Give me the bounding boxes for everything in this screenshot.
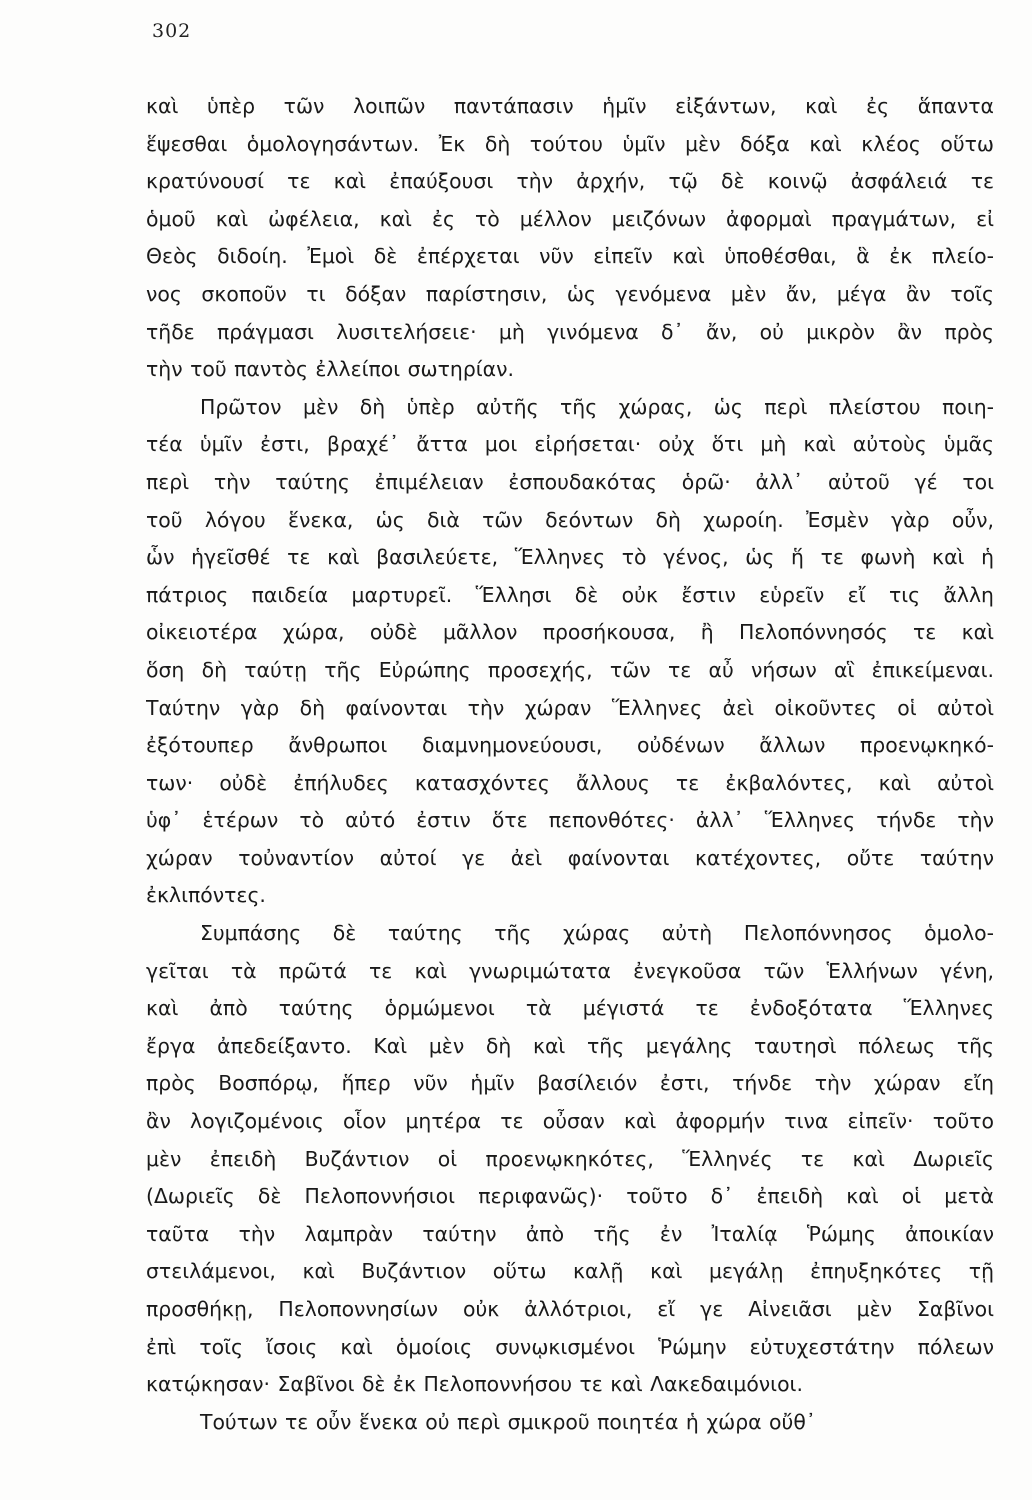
text-line: ἐκλιπόντες. xyxy=(146,883,266,908)
text-line: τοῦ λόγου ἕνεκα, ὡς διὰ τῶν δεόντων δὴ χωροίη. Ἐσμὲν γὰρ οὖν, xyxy=(146,507,994,532)
text-line: ταῦτα τὴν λαμπρὰν ταύτην ἀπὸ τῆς ἐν Ἰταλίᾳ Ῥώμης ἀποικίαν xyxy=(146,1221,994,1246)
text-line: Ταύτην γὰρ δὴ φαίνονται τὴν χώραν Ἕλληνες ἀεὶ οἰκοῦντες οἱ αὐτοὶ xyxy=(146,695,994,720)
text-line: καὶ ὑπὲρ τῶν λοιπῶν παντάπασιν ἡμῖν εἰξάντων, καὶ ἐς ἅπαντα xyxy=(146,94,994,118)
text-line: προσθήκῃ, Πελοποννησίων οὐκ ἀλλότριοι, εἴ γε Αἰνειᾶσι μὲν Σαβῖνοι xyxy=(146,1297,994,1321)
text-line: ὑφ᾽ ἑτέρων τὸ αὐτό ἐστιν ὅτε πεπονθότες· ἀλλ᾽ Ἕλληνες τήνδε τὴν xyxy=(146,808,994,833)
body-text xyxy=(146,88,994,1441)
page-number: 302 xyxy=(152,20,192,42)
text-line: κρατύνουσί τε καὶ ἐπαύξουσι τὴν ἀρχήν, τῷ δὲ κοινῷ ἀσφάλειά τε xyxy=(146,169,994,194)
text-line: ὁμοῦ καὶ ὠφέλεια, καὶ ἐς τὸ μέλλον μειζόνων ἀφορμαὶ πραγμάτων, εἰ xyxy=(146,206,994,231)
text-line: καὶ ἀπὸ ταύτης ὁρμώμενοι τὰ μέγιστά τε ἐνδοξότατα Ἕλληνες xyxy=(146,996,994,1021)
text-line: μὲν ἐπειδὴ Βυζάντιον οἱ προενῳκηκότες, Ἕλληνές τε καὶ Δωριεῖς xyxy=(146,1146,994,1171)
text-line: ὧν ἡγεῖσθέ τε καὶ βασιλεύετε, Ἕλληνες τὸ γένος, ὡς ἥ τε φωνὴ καὶ ἡ xyxy=(146,545,994,570)
text-line: στειλάμενοι, καὶ Βυζάντιον οὕτω καλῇ καὶ μεγάλῃ ἐπηυξηκότες τῇ xyxy=(146,1259,994,1284)
text-line: ἕψεσθαι ὁμολογησάντων. Ἐκ δὴ τούτου ὑμῖν μὲν δόξα καὶ κλέος οὕτω xyxy=(146,131,994,156)
paragraph-first-line: Συμπάσης δὲ ταύτης τῆς χώρας αὐτὴ Πελοπόννησος ὁμολο- xyxy=(200,921,994,946)
text-line: χώραν τοὐναντίον αὐτοί γε ἀεὶ φαίνονται κατέχοντες, οὔτε ταύτην xyxy=(146,845,994,870)
paragraph-first-line: Τούτων τε οὖν ἕνεκα οὐ περὶ σμικροῦ ποιητέα ἡ χώρα οὔθ᾽ xyxy=(200,1409,817,1434)
text-line: ἐξότουπερ ἄνθρωποι διαμνημονεύουσι, οὐδένων ἄλλων προενῳκηκό- xyxy=(146,733,994,758)
text-line: Θεὸς διδοίη. Ἐμοὶ δὲ ἐπέρχεται νῦν εἰπεῖν καὶ ὑποθέσθαι, ἃ ἐκ πλείο- xyxy=(146,244,994,269)
text-line: πάτριος παιδεία μαρτυρεῖ. Ἕλλησι δὲ οὐκ ἔστιν εὑρεῖν εἴ τις ἄλλη xyxy=(146,582,994,607)
text-line: κατῴκησαν· Σαβῖνοι δὲ ἐκ Πελοποννήσου τε καὶ Λακεδαιμόνιοι. xyxy=(146,1372,803,1397)
text-line: των· οὐδὲ ἐπήλυδες κατασχόντες ἄλλους τε ἐκβαλόντες, καὶ αὐτοὶ xyxy=(146,770,994,795)
text-line: οἰκειοτέρα χώρα, οὐδὲ μᾶλλον προσήκουσα, ἢ Πελοπόννησός τε καὶ xyxy=(146,620,994,645)
text-line: ὅση δὴ ταύτῃ τῆς Εὐρώπης προσεχής, τῶν τε αὖ νήσων αἳ ἐπικείμεναι. xyxy=(146,657,994,682)
text-line: τῆδε πράγμασι λυσιτελήσειε· μὴ γινόμενα δ᾽ ἄν, οὐ μικρὸν ἂν πρὸς xyxy=(146,319,994,344)
paragraph-first-line: Πρῶτον μὲν δὴ ὑπὲρ αὐτῆς τῆς χώρας, ὡς περὶ πλείστου ποιη- xyxy=(200,394,994,419)
text-line: ἐπὶ τοῖς ἴσοις καὶ ὁμοίοις συνῳκισμένοι Ῥώμην εὐτυχεστάτην πόλεων xyxy=(146,1334,994,1359)
text-line: γεῖται τὰ πρῶτά τε καὶ γνωριμώτατα ἐνεγκοῦσα τῶν Ἑλλήνων γένη, xyxy=(146,958,994,983)
text-line: ἂν λογιζομένοις οἷον μητέρα τε οὖσαν καὶ ἀφορμήν τινα εἰπεῖν· τοῦτο xyxy=(146,1109,994,1134)
text-line: νος σκοποῦν τι δόξαν παρίστησιν, ὡς γενόμενα μὲν ἄν, μέγα ἂν τοῖς xyxy=(146,281,994,306)
text-line: πρὸς Βοσπόρῳ, ἥπερ νῦν ἡμῖν βασίλειόν ἐστι, τήνδε τὴν χώραν εἴη xyxy=(146,1071,994,1096)
text-line: περὶ τὴν ταύτης ἐπιμέλειαν ἐσπουδακότας ὁρῶ· ἀλλ᾽ αὐτοῦ γέ τοι xyxy=(146,469,994,494)
text-line: τὴν τοῦ παντὸς ἐλλείποι σωτηρίαν. xyxy=(146,357,514,382)
text-line: ἔργα ἀπεδείξαντο. Καὶ μὲν δὴ καὶ τῆς μεγάλης ταυτησὶ πόλεως τῆς xyxy=(146,1033,994,1058)
text-line: τέα ὑμῖν ἐστι, βραχέ᾽ ἄττα μοι εἰρήσεται· οὐχ ὅτι μὴ καὶ αὐτοὺς ὑμᾶς xyxy=(146,432,994,457)
text-line: (Δωριεῖς δὲ Πελοποννήσιοι περιφανῶς)· τοῦτο δ᾽ ἐπειδὴ καὶ οἱ μετὰ xyxy=(146,1184,994,1209)
